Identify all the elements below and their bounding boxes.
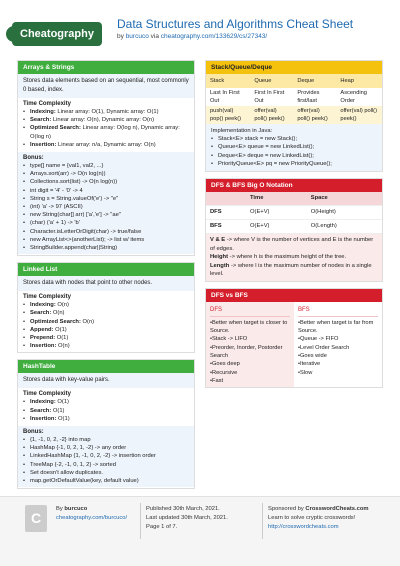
table-header-cell: Deque (293, 74, 336, 88)
list-item: • int digit = '4' - '0' -> 4 (23, 187, 189, 195)
note-key: Length (210, 262, 230, 269)
table-cell: O(E+V) (246, 220, 307, 234)
item-key: Search: (30, 117, 52, 124)
bfs-item: •Level Order Search (298, 344, 350, 351)
table-cell: offer(val) poll() peek() (293, 106, 336, 124)
panel-title: HashTable (18, 360, 194, 373)
sqd-table (206, 74, 382, 124)
list-item: • (char) ('a' + 1) -> 'b' (23, 219, 189, 227)
list-item: • HashMap {-1, 0, 2, 1, -2} -> any order (23, 444, 189, 452)
table-row (206, 220, 382, 234)
bfs-item: •Slow (298, 369, 313, 376)
time-complexity-list (18, 398, 194, 425)
table-cell: First In First Out (254, 90, 285, 104)
right-column (205, 60, 383, 394)
sponsor-label: Sponsored by (268, 506, 304, 512)
item-key: Insertion: (30, 141, 57, 148)
bfs-label: BFS (298, 304, 378, 317)
dfs-item: •Goes deep (210, 361, 240, 368)
list-item (23, 108, 189, 116)
list-item (23, 326, 189, 334)
list-item: • LinkedHashMap {1, -1, 0, 2, -2} -> insertion order (23, 452, 189, 460)
item-value: Linear array: n/a, Dynamic array: O(n) (56, 141, 156, 148)
item-value: O(1) (55, 335, 69, 342)
table-header-cell: Stack (206, 74, 250, 88)
bfs-column (294, 302, 382, 388)
list-item: • String s = String.valueOf('e') -> "e" (23, 195, 189, 203)
list-item: • TreeMap {-2, -1, 0, 1, 2} -> sorted (23, 461, 189, 469)
list-item: • type[] name = {val1, val2, ...} (23, 162, 189, 170)
sheet-url-link[interactable]: cheatography.com/133629/cs/27343/ (160, 33, 268, 40)
panel-title: Stack/Queue/Deque (206, 61, 382, 74)
via-label: via (150, 33, 159, 40)
updated-date: Last updated 30th March, 2021. (146, 515, 228, 521)
list-item (23, 141, 189, 149)
footer-author-link[interactable]: cheatography.com/burcuco/ (56, 515, 128, 521)
table-cell: Last In First Out (210, 90, 240, 104)
hashtable-panel (17, 359, 195, 489)
note-line (210, 236, 378, 253)
sponsor-tagline: Learn to solve cryptic crosswords! (268, 515, 356, 521)
list-item: • StringBuilder.append(char||String) (23, 244, 189, 252)
list-item: • new ArrayList<>(anotherList); -> list w/ items (23, 236, 189, 244)
table-header-row (206, 192, 382, 206)
implementation-label: Implementation in Java: (211, 128, 273, 134)
dfs-item: •Fast (210, 377, 224, 384)
bonus-label: Bonus: (23, 155, 44, 162)
bonus-list (18, 162, 194, 254)
item-value: O(1) (53, 326, 67, 333)
item-value: Linear array: O(n), Dynamic array: O(n) (51, 117, 155, 124)
stack-queue-deque-panel (205, 60, 383, 172)
linked-list-panel (17, 262, 195, 353)
bonus-list (18, 436, 194, 487)
list-item: • (int) 'a' -> 97 (ASCII) (23, 203, 189, 211)
time-complexity-list (18, 108, 194, 151)
footer-dates (146, 505, 228, 532)
dfs-item: •Better when target is closer to Source. (210, 319, 288, 335)
byline (117, 33, 267, 40)
dfs-item: •Stack -> LIFO (210, 336, 248, 343)
item-key: Insertion: (30, 415, 57, 422)
table-cell: Provides first/last (297, 90, 320, 104)
footer-author-name[interactable]: burcuco (64, 506, 88, 512)
page-header (0, 0, 400, 52)
table-header-cell: Time (246, 192, 307, 206)
item-key: Search: (30, 310, 52, 317)
list-item: • PriorityQueue<E> pq = new PriorityQueue(); (211, 160, 377, 168)
list-item (23, 342, 189, 350)
list-item: • map.getOrDefaultValue(key, default value) (23, 477, 189, 485)
bfs-item: •Queue -> FIFO (298, 336, 339, 343)
sponsor-link[interactable]: http://crosswordcheats.com (268, 524, 339, 530)
panel-description: Stores data with key-value pairs. (18, 373, 194, 388)
time-complexity-list (18, 301, 194, 352)
item-value: O(n) (56, 343, 70, 350)
dfs-label: DFS (210, 304, 290, 317)
table-header-cell (206, 192, 246, 206)
list-item: • Deque<E> deque = new LinkedList(); (211, 152, 377, 160)
by-label: By (56, 506, 63, 512)
list-item (23, 407, 189, 415)
list-item: • {1, -1, 0, 2, -2} into map (23, 436, 189, 444)
item-value: Linear array: O(1), Dynamic array: O(1) (55, 109, 159, 115)
list-item: • Stack<E> stack = new Stack(); (211, 135, 377, 143)
page-footer (0, 496, 400, 566)
list-item (23, 398, 189, 406)
note-value: -> where h is the maximum height of the tree. (228, 254, 347, 261)
item-value: O(1) (55, 399, 69, 406)
implementation-list (206, 135, 382, 170)
big-o-panel (205, 178, 383, 282)
item-key: Indexing: (30, 302, 56, 309)
time-complexity-label: Time Complexity (23, 391, 71, 398)
list-item: • Character.isLetterOrDigit(char) -> true/false (23, 228, 189, 236)
item-key: Insertion: (30, 343, 57, 350)
table-row (206, 106, 382, 124)
panel-title: Linked List (18, 263, 194, 276)
note-line (210, 253, 378, 262)
item-key: Indexing: (30, 399, 56, 406)
item-key: Optimized Search: (30, 318, 81, 325)
note-line (210, 262, 378, 279)
footer-sponsor (268, 505, 369, 532)
table-row (206, 206, 382, 220)
table-cell: offer(val) poll() peek() (336, 106, 382, 124)
dfs-column (206, 302, 294, 388)
list-item: • Queue<E> queue = new LinkedList(); (211, 143, 377, 151)
panel-title: Arrays & Strings (18, 61, 194, 74)
footer-author (56, 505, 127, 523)
by-label: by (117, 33, 124, 40)
item-value: O(n) (55, 302, 69, 309)
list-item (23, 124, 189, 140)
list-item (23, 334, 189, 342)
cheatography-logo[interactable]: Cheatography (12, 22, 102, 46)
table-cell: BFS (206, 220, 246, 234)
sponsor-name[interactable]: CrosswordCheats.com (305, 506, 369, 512)
note-key: V & E (210, 237, 226, 244)
item-value: O(1) (51, 407, 65, 414)
left-column (17, 60, 195, 495)
item-value: Linear array: O(log n), Dynamic array: O(log n) (30, 125, 180, 140)
table-cell: O(Height) (307, 206, 382, 220)
table-cell: O(E+V) (246, 206, 307, 220)
list-item (23, 309, 189, 317)
item-key: Indexing: (30, 109, 56, 115)
divider (140, 503, 141, 539)
table-cell: offer(val) poll() peek() (250, 106, 293, 124)
bfs-item: •Goes wide (298, 353, 327, 359)
panel-title: DFS vs BFS (206, 289, 382, 302)
table-header-cell: Queue (250, 74, 293, 88)
divider (262, 503, 263, 539)
item-key: Optimized Search: (30, 125, 81, 132)
author-link[interactable]: burcuco (125, 33, 149, 40)
page-title: Data Structures and Algorithms Cheat Sheet (117, 17, 354, 31)
list-item (23, 415, 189, 423)
table-cell: Ascending Order (340, 90, 367, 104)
note-key: Height (210, 254, 229, 261)
panel-description: Stores data with nodes that point to other nodes. (18, 276, 194, 291)
bonus-label: Bonus: (23, 429, 44, 436)
item-value: O(n) (80, 318, 95, 325)
list-item (23, 116, 189, 124)
arrays-panel (17, 60, 195, 256)
table-cell: O(Length) (307, 220, 382, 234)
item-value: O(n) (51, 310, 65, 317)
list-item (23, 301, 189, 309)
dfs-item: •Recursive (210, 369, 238, 376)
item-key: Append: (30, 326, 54, 333)
list-item: • Collections.sort(list) -> O(n log(n)) (23, 178, 189, 186)
table-header-cell: Space (307, 192, 382, 206)
page-number: Page 1 of 7. (146, 524, 178, 530)
list-item: • Set doesn't allow duplicates. (23, 469, 189, 477)
table-row (206, 88, 382, 106)
item-value: O(1) (56, 415, 70, 422)
table-cell: push(val) pop() peek() (206, 106, 250, 124)
item-key: Search: (30, 407, 52, 414)
dfs-item: •Preorder, Inorder, Postorder Search (210, 344, 283, 359)
list-item (23, 318, 189, 326)
note-value: -> where l is the maximum number of nodes in a single level. (210, 262, 372, 278)
list-item: • Arrays.sort(arr) -> O(n log(n)) (23, 170, 189, 178)
panel-title: DFS & BFS Big O Notation (206, 179, 382, 192)
time-complexity-label: Time Complexity (23, 294, 71, 301)
bfs-item: •Better when target is far from Source. (298, 319, 374, 335)
big-o-notes (206, 234, 382, 281)
author-avatar[interactable]: C (25, 505, 47, 532)
table-cell: DFS (206, 206, 246, 220)
list-item: • new String(char[] arr) ['a','e'] -> "ae" (23, 211, 189, 219)
time-complexity-label: Time Complexity (23, 101, 71, 107)
bfs-item: •Iterative (298, 361, 321, 368)
table-header-row (206, 74, 382, 88)
note-value: -> where V is the number of vertices and E is the number of edges. (210, 237, 374, 252)
published-date: Published 30th March, 2021. (146, 506, 220, 512)
big-o-table (206, 192, 382, 234)
panel-description: Stores data elements based on an sequential, most commonly 0 based, index. (18, 74, 194, 98)
table-header-cell: Heap (336, 74, 382, 88)
dfs-vs-bfs-panel (205, 288, 383, 389)
item-key: Prepend: (30, 335, 56, 342)
notes-block (206, 234, 382, 281)
